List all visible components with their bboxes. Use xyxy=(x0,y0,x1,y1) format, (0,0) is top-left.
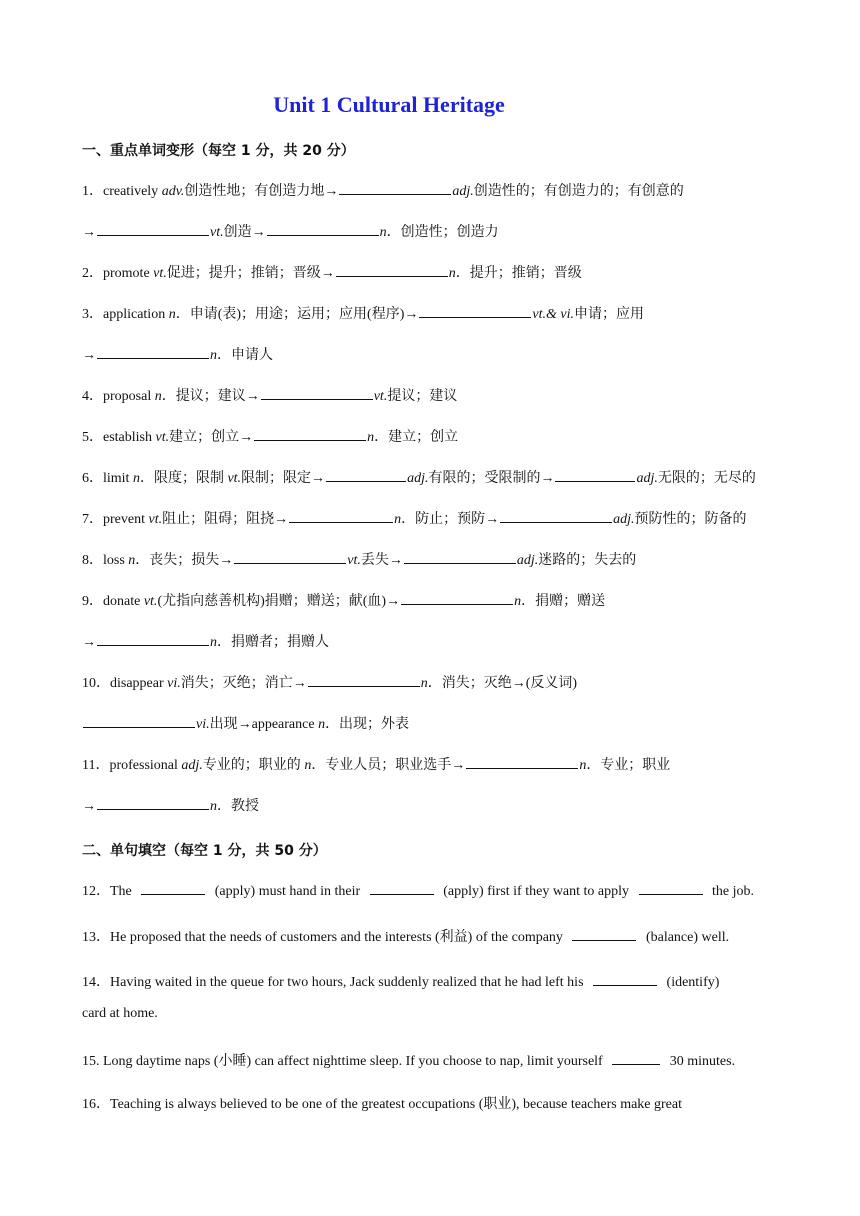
word-item-6: 6．limit n．限度；限制 vt.限制；限定→ adj.有限的；受限制的→ adj.无限的；无尽的 xyxy=(82,467,756,488)
word-item-10-cont: vi.出现→appearance n．出现；外表 xyxy=(82,713,409,734)
section-heading-fill-in: 二、单句填空（每空 1 分，共 50 分） xyxy=(82,843,327,859)
word-item-2: 2．promote vt.促进；提升；推销；晋级→ n．提升；推销；晋级 xyxy=(82,262,582,283)
answer-blank[interactable] xyxy=(141,880,205,895)
answer-blank[interactable] xyxy=(97,344,209,359)
question-15: 15. Long daytime naps (小睡) can affect nighttime sleep. If you choose to nap, limit yourself 30 minutes. xyxy=(82,1050,735,1071)
answer-blank[interactable] xyxy=(419,303,531,318)
answer-blank[interactable] xyxy=(267,221,379,236)
document-title: Unit 1 Cultural Heritage xyxy=(273,92,505,117)
word-item-11-cont: → n．教授 xyxy=(82,795,259,816)
answer-blank[interactable] xyxy=(612,1050,660,1065)
answer-blank[interactable] xyxy=(336,262,448,277)
answer-blank[interactable] xyxy=(97,795,209,810)
answer-blank[interactable] xyxy=(289,508,393,523)
word-item-9-cont: → n．捐赠者；捐赠人 xyxy=(82,631,329,652)
answer-blank[interactable] xyxy=(572,926,636,941)
answer-blank[interactable] xyxy=(97,221,209,236)
word-item-3-cont: → n．申请人 xyxy=(82,344,273,365)
word-item-8: 8．loss n．丧失；损失→ vt.丢失→ adj.迷路的；失去的 xyxy=(82,549,636,570)
question-14: 14．Having waited in the queue for two hours, Jack suddenly realized that he had left his (identify) xyxy=(82,971,719,992)
question-13: 13．He proposed that the needs of customers and the interests (利益) of the company (balance) well. xyxy=(82,926,729,947)
word-item-4: 4．proposal n．提议；建议→ vt.提议；建议 xyxy=(82,385,457,406)
answer-blank[interactable] xyxy=(308,672,420,687)
answer-blank[interactable] xyxy=(83,713,195,728)
answer-blank[interactable] xyxy=(339,180,451,195)
question-14-cont: card at home. xyxy=(82,1006,158,1021)
answer-blank[interactable] xyxy=(466,754,578,769)
answer-blank[interactable] xyxy=(639,880,703,895)
word-item-9: 9．donate vt.(尤指向慈善机构)捐赠；赠送；献(血)→ n．捐赠；赠送 xyxy=(82,590,605,611)
answer-blank[interactable] xyxy=(500,508,612,523)
word-item-7: 7．prevent vt.阻止；阻碍；阻挠→ n．防止；预防→ adj.预防性的；防备的 xyxy=(82,508,746,529)
question-16: 16．Teaching is always believed to be one of the greatest occupations (职业), because teachers make great xyxy=(82,1097,683,1112)
answer-blank[interactable] xyxy=(97,631,209,646)
answer-blank[interactable] xyxy=(370,880,434,895)
word-item-5: 5．establish vt.建立；创立→ n．建立；创立 xyxy=(82,426,458,447)
answer-blank[interactable] xyxy=(326,467,406,482)
answer-blank[interactable] xyxy=(404,549,516,564)
word-item-3: 3．application n．申请(表)；用途；运用；应用(程序)→ vt.& vi.申请；应用 xyxy=(82,303,644,324)
word-item-11: 11．professional adj.专业的；职业的 n．专业人员；职业选手→ n．专业；职业 xyxy=(82,754,670,775)
word-item-1-cont: → vt.创造→ n．创造性；创造力 xyxy=(82,221,499,242)
answer-blank[interactable] xyxy=(261,385,373,400)
word-item-1: 1．creatively adv.创造性地；有创造力地→ adj.创造性的；有创造力的；有创意的 xyxy=(82,180,684,201)
answer-blank[interactable] xyxy=(555,467,635,482)
answer-blank[interactable] xyxy=(234,549,346,564)
word-item-10: 10．disappear vi.消失；灭绝；消亡→ n．消失；灭绝→(反义词) xyxy=(82,672,577,693)
question-12: 12．The (apply) must hand in their (apply) first if they want to apply the job. xyxy=(82,880,754,901)
answer-blank[interactable] xyxy=(254,426,366,441)
answer-blank[interactable] xyxy=(593,971,657,986)
section-heading-word-forms: 一、重点单词变形（每空 1 分，共 20 分） xyxy=(82,143,355,159)
answer-blank[interactable] xyxy=(401,590,513,605)
